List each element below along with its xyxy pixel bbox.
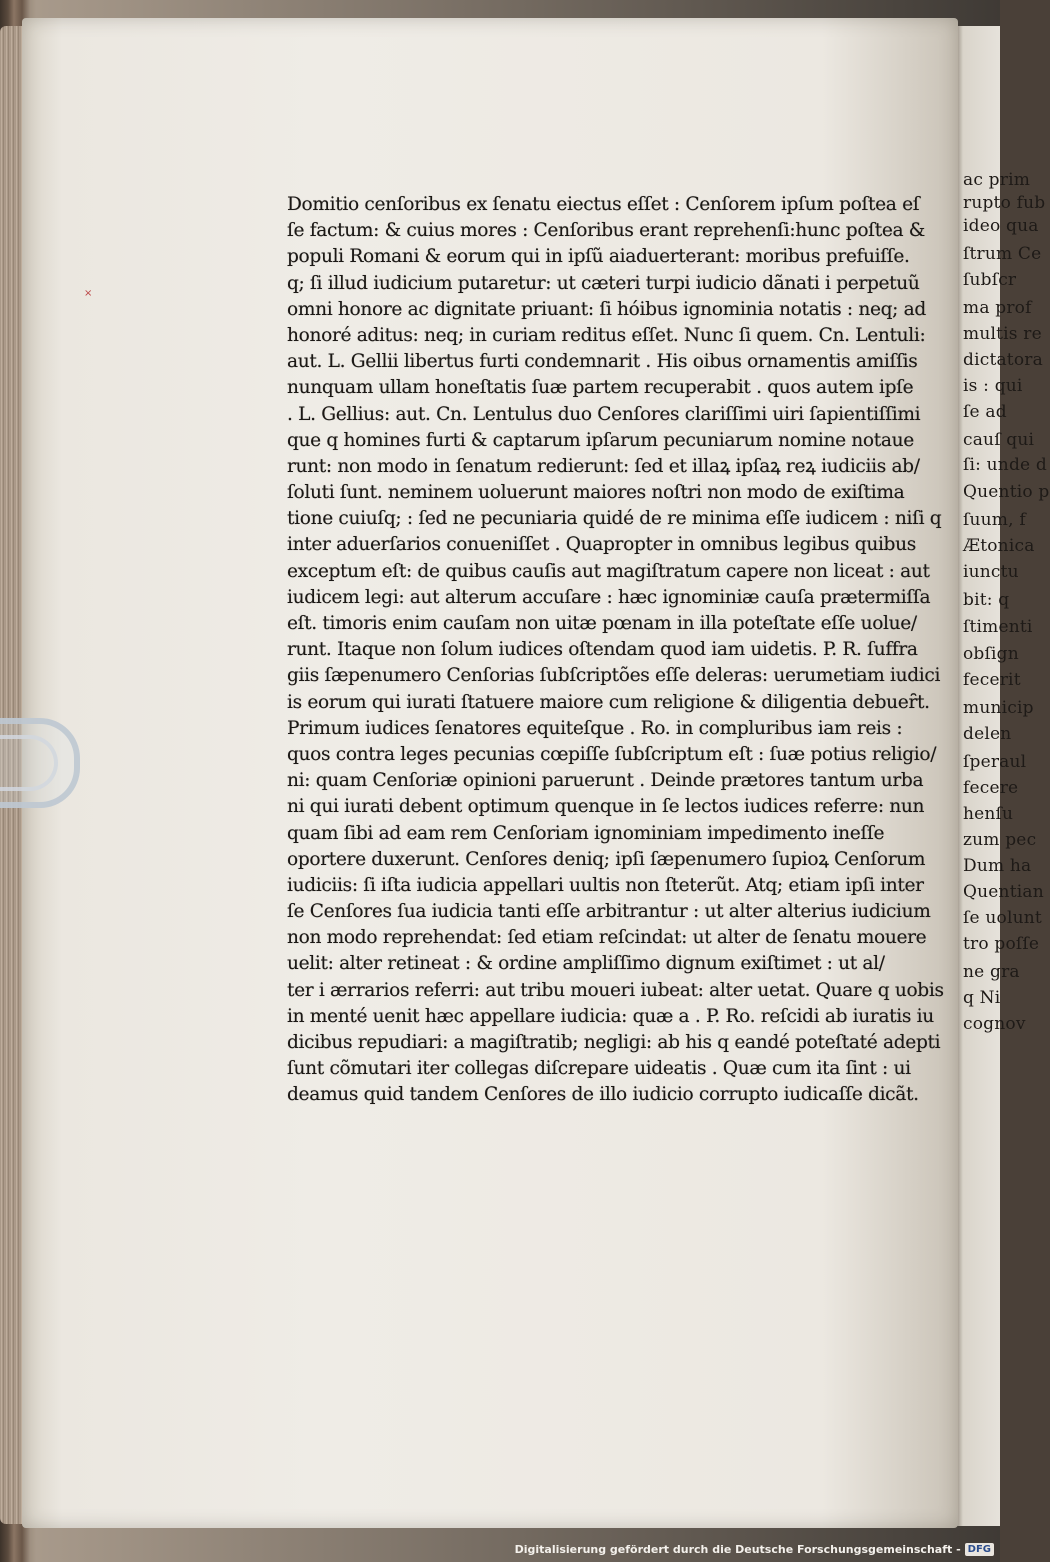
text-line: ſoluti ſunt. neminem uoluerunt maiores noſtri non modo de exiſtima [287,482,905,504]
adjacent-page-fragment: ne gra [963,962,1020,982]
adjacent-page-fragment: municip [963,698,1034,718]
text-line: ſe Cenſores ſua iudicia tanti eſſe arbitrantur : ut alter alterius iudicium [287,901,931,923]
adjacent-page-fragment: Quentian [963,882,1044,902]
text-line: Domitio cenſoribus ex ſenatu eiectus eſſet : Cenſorem ipſum poſtea eſ [287,194,920,215]
text-line: que q homines furti & captarum ipſarum pecuniarum nomine notaue [287,429,914,451]
text-line: iudicem legi: aut alterum accuſare : hæc ignominiæ cauſa prætermiſſa [287,586,931,608]
adjacent-page-fragment: ſi: unde d [963,455,1047,475]
text-line: ni: quam Cenſoriæ opinioni paruerunt . Deinde prætores tantum urba [287,770,924,792]
text-line: omni honore ac dignitate priuant: ſi hóibus ignominia notatis : neq; ad [287,298,926,320]
adjacent-page-fragment: ac prim [963,170,1031,190]
adjacent-page-fragment: q Ni [963,988,1001,1008]
adjacent-page-fragment: multis re [963,324,1042,344]
text-line: nunquam ullam honeſtatis ſuæ partem recuperabit . quos autem ipſe [287,377,914,399]
red-ink-mark: × [84,288,93,299]
text-line: oportere duxerunt. Cenſores deniq; ipſi ſæpenumero ſupioꝝ Cenſorum [287,848,926,870]
adjacent-page-fragment: ſtimenti [963,617,1033,637]
adjacent-page-fragment: rupto fub [963,193,1046,213]
adjacent-page-fragment: dictatora [963,350,1043,370]
text-line: ni qui iurati debent optimum quenque in ſe lectos iudices referre: nun [287,796,925,818]
adjacent-page-fragment: ideo qua [963,216,1039,236]
text-line: in menté uenit hæc appellare iudicia: quæ a . P. Ro. reſcidi ab iuratis iu [287,1005,934,1027]
printed-text-block [287,192,947,1109]
adjacent-page-fragment: is : qui [963,376,1023,396]
text-line: giis ſæpenumero Cenſorias ſubſcriptões eſſe deleras: uerumetiam iudici [287,665,941,687]
adjacent-page-fragment: fecerit [963,670,1021,690]
adjacent-page-fragment: iunctu [963,562,1019,582]
adjacent-page-fragment: Quentio p [963,482,1050,502]
text-line: quos contra leges pecunias cœpiſſe ſubſcriptum eſt : ſuæ potius religio/ [287,743,937,765]
text-line: tione cuiuſq; : ſed ne pecuniaria quidé de re minima eſſe iudicem : niſi q [287,508,942,530]
text-line: quam ſibi ad eam rem Cenſoriam ignominiam impedimento ineſſe [287,822,885,844]
text-line: eſt. timoris enim cauſam non uitæ pœnam in illa poteſtate eſſe uolue/ [287,613,917,634]
adjacent-page-fragment: delen [963,724,1012,744]
adjacent-page-fragment: Dum ha [963,856,1032,876]
text-line: dicibus repudiari: a magiſtratib; negligi: ab his q eandé poteſtaté adepti [287,1032,941,1053]
text-line: deamus quid tandem Cenſores de illo iudicio corrupto iudicaſſe dicãt. [287,1084,919,1106]
text-line: q; ſi illud iudicium putaretur: ut cæteri turpi iudicio dãnati i perpetuũ [287,272,920,294]
adjacent-page-fragment: ſe ad [963,402,1007,422]
adjacent-page-fragment: obſign [963,644,1019,664]
digitization-footer [515,1543,994,1556]
paper-clip-inner-loop [0,735,58,791]
adjacent-page-fragment: cognov [963,1014,1026,1034]
footer-credit-text: Digitalisierung gefördert durch die Deutsche Forschungsgemeinschaft - [514,1543,961,1556]
text-line: iudiciis: ſi iſta iudicia appellari uultis non ſteterũt. Atq; etiam ipſi inter [287,874,924,896]
adjacent-page-fragment: ma prof [963,298,1032,318]
text-line: uelit: alter retineat : & ordine ampliſſimo dignum exiſtimet : ut al/ [287,953,885,975]
adjacent-page-fragment: zum pec [963,830,1037,850]
adjacent-page-fragment: ſtrum Ce [963,244,1042,264]
text-line: . L. Gellius: aut. Cn. Lentulus duo Cenſores clariſſimi uiri ſapientiſſimi [287,403,921,425]
adjacent-page-fragment: bit: q [963,590,1010,610]
text-line: runt. Itaque non ſolum iudices oſtendam quod iam uidetis. P. R. ſuffra [287,639,918,661]
adjacent-page-fragment: henſu [963,804,1014,824]
dfg-logo: DFG [965,1543,994,1556]
text-line: aut. L. Gellii libertus furti condemnarit . His oibus ornamentis amiſſis [287,351,918,373]
text-line: populi Romani & eorum qui in ipſũ aiaduerterant: moribus prefuiſſe. [287,246,910,268]
text-line: ter i ærrarios referri: aut tribu moueri iubeat: alter uetat. Quare q uobis [287,979,944,1001]
adjacent-page-strip [955,26,1050,1526]
text-line: honoré aditus: neq; in curiam reditus eſſet. Nunc ſi quem. Cn. Lentuli: [287,324,926,346]
text-line: ſunt cõmutari iter collegas diſcrepare uideatis . Quæ cum ita ſint : ui [287,1058,911,1080]
adjacent-page-fragment: cauſ qui [963,430,1035,450]
adjacent-page-fragment: fecere [963,778,1019,798]
adjacent-page-fragment: Ætonica [963,536,1035,556]
adjacent-page-fragment: ſuum, f [963,510,1026,530]
adjacent-page-fragment: ſe uolunt [963,908,1042,928]
text-line: non modo reprehendat: ſed etiam reſcindat: ut alter de ſenatu mouere [287,927,927,949]
text-line: is eorum qui iurati ſtatuere maiore cum religione & diligentia debueȓt. [287,691,930,713]
text-line: exceptum eſt: de quibus cauſis aut magiſtratum capere non liceat : aut [287,560,930,582]
adjacent-page-fragment: tro poſſe [963,934,1040,954]
adjacent-page-fragment: ſubſcr [963,270,1017,290]
adjacent-page-fragment: ſperaul [963,752,1027,772]
text-line: Primum iudices ſenatores equiteſque . Ro. in compluribus iam reis : [287,717,903,739]
text-line: ſe factum: & cuius mores : Cenſoribus erant reprehenſi:hunc poſtea & [287,220,925,242]
text-line: inter aduerſarios conueniſſet . Quapropter in omnibus legibus quibus [287,534,916,556]
text-line: runt: non modo in ſenatum redierunt: ſed et illaꝝ ipſaꝝ reꝝ iudiciis ab/ [287,455,920,477]
